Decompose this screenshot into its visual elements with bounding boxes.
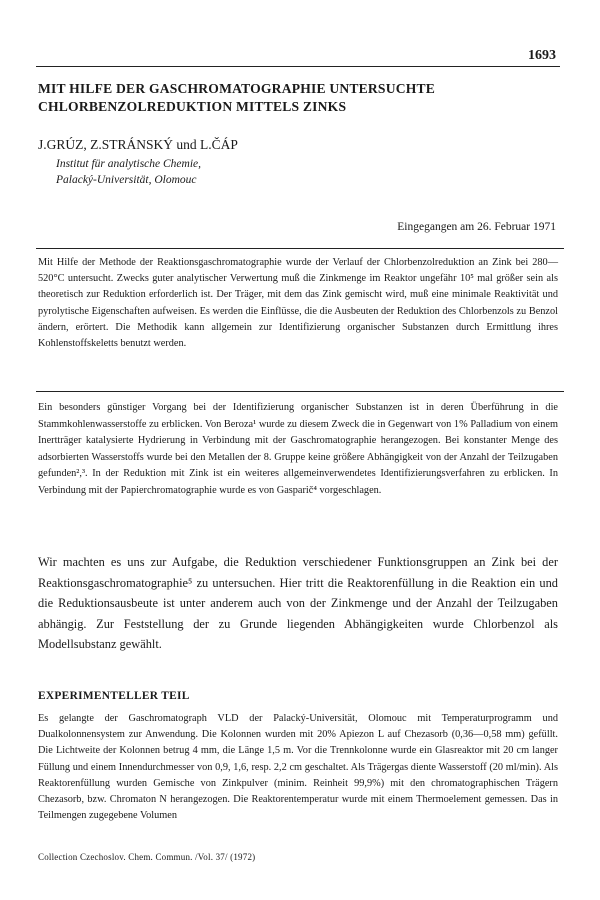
abstract-text: Mit Hilfe der Methode der Reaktionsgaschromatographie wurde der Verlauf der Chlorbenzolreduktion an Zink bei 280—520°C untersucht. Zwecks guter analytischer Verwertung muß die Zinkmenge im Reaktor ungefähr 10⁵ mal größer sein als theoretisch zur Reduktion erforderlich ist. Der Träger, mit dem das Zink gemischt wird, muß eine minimale Reaktivität und pyrolytische Eigenschaften aufweisen. Es werden die Einflüsse, die die Ausbeuten der Reduktion des Chlorbenzols zu Benzol ändern, erörtert. Die Methodik kann allgemein zur Identifizierung organischer Substanzen durch Ermittlung ihres Kohlenstoffskeletts benutzt werden. [38,257,558,350]
journal-footer: Collection Czechoslov. Chem. Commun. /Vol. 37/ (1972) [38,852,256,862]
affiliation [56,156,201,188]
affiliation-university: Palacký-Universität, Olomouc [56,174,197,186]
article-title: MIT HILFE DER GASCHROMATOGRAPHIE UNTERSUCHTE CHLORBENZOLREDUKTION MITTELS ZINKS [38,81,436,114]
aims-paragraph: Wir machten es uns zur Aufgabe, die Reduktion verschiedener Funktionsgruppen an Zink bei der Reaktionsgaschromatographie⁵ zu untersuchen. Hier tritt die Reaktorenfüllung in die Reaktion ein und die Reduktionsausbeute ist unter anderem auch von der Zinkmenge und der Anzahl der Teilzugaben abhängig. Zur Feststellung der zu Grunde liegenden Abhängigkeiten wurde Chlorbenzol als Modellsubstanz gewählt. [38,555,558,651]
experimental-paragraph: Es gelangte der Gaschromatograph VLD der Palacký-Universität, Olomouc mit Temperaturprogramm und Dualkolonnensystem zur Anwendung. Die Kolonnen wurden mit 20% Apiezon L auf Chezasorb (0,36—0,58 mm) gefüllt. Die Lichtweite der Kolonnen betrug 4 mm, die Länge 1,5 m. Vor die Trennkolonne wurde ein Glasreaktor mit 20 cm langer Füllung und einem Innendurchmesser von 0,9, 1,6, resp. 2,2 cm geschaltet. Als Trägergas diente Wasserstoff (20 ml/min). Als Reaktorenfüllung wurden Gemische von Zinkpulver (minim. Reinheit 99,9%) mit den chromatographischen Trägern Chezasorb, bzw. Chromaton N herangezogen. Die Reaktorentemperatur wurde mit einem Thermoelement gemessen. Das in Teilmengen zugegebene Volumen [38,713,558,822]
received-date: Eingegangen am 26. Februar 1971 [397,221,556,233]
affiliation-institute: Institut für analytische Chemie, [56,158,202,170]
page-number: 1693 [528,48,556,63]
header-rule [36,66,560,67]
section-heading-experimental: EXPERIMENTELLER TEIL [38,690,190,702]
intro-paragraph: Ein besonders günstiger Vorgang bei der Identifizierung organischer Substanzen ist in deren Überführung in die Stammkohlenwasserstoffe zu erblicken. Von Beroza¹ wurde zu diesem Zweck die in Gegenwart von 1% Palladium von einem Inertträger katalysierte Hydrierung in Verbindung mit der Gaschromatographie herangezogen. Bei konstanter Menge des adsorbierten Wasserstoffs wurde bei den Metallen der 8. Gruppe keine größere Abhängigkeit von der Anzahl der Teilzugaben gefunden²,³. In der Reduktion mit Zink ist ein weiteres allgemeinverwendetes Identifizierungsverfahren zu erblicken. In Verbindung mit der Papierchromatographie wurde es von Gasparič⁴ vorgeschlagen. [38,402,558,496]
article-authors: J.GRÚZ, Z.STRÁNSKÝ und L.ČÁP [38,137,238,152]
